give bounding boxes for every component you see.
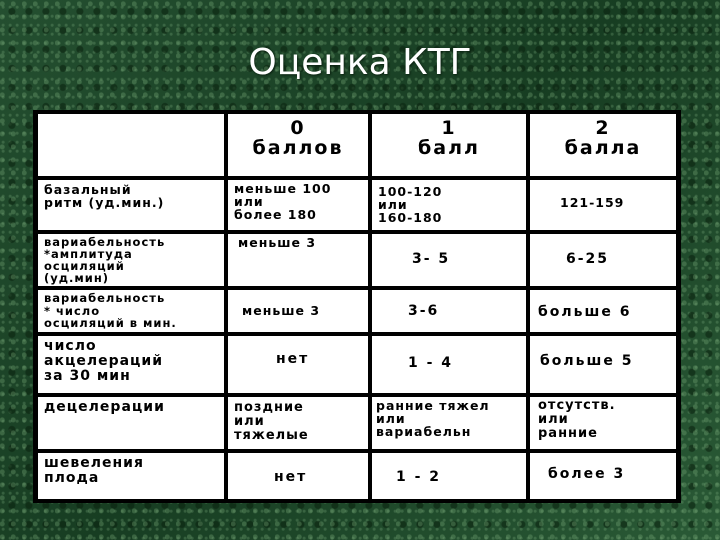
row-label-basal-rate: базальный ритм (уд.мин.) <box>38 180 224 230</box>
header-empty-cell <box>38 114 224 176</box>
header-score-1: 1 балл <box>372 114 526 176</box>
row-variability-amplitude-score-2: 6-25 <box>530 234 676 286</box>
row-accelerations-score-2: больше 5 <box>530 336 676 393</box>
row-fetal-movements-score-1: 1 - 2 <box>372 453 526 499</box>
row-accelerations-score-0: нет <box>228 336 368 393</box>
slide-title: Оценка КТГ <box>248 42 472 83</box>
row-accelerations-score-1: 1 - 4 <box>372 336 526 393</box>
row-basal-rate-score-0: меньше 100 или более 180 <box>228 180 368 230</box>
row-decelerations-score-1: ранние тяжел или вариабельн <box>372 397 526 449</box>
row-decelerations-score-2: отсутств. или ранние <box>530 397 676 449</box>
row-basal-rate-score-2: 121-159 <box>530 180 676 230</box>
row-label-fetal-movements: шевеления плода <box>38 453 224 499</box>
ktg-score-table <box>33 110 681 503</box>
row-variability-count-score-2: больше 6 <box>530 290 676 332</box>
row-label-variability-amplitude: вариабельность *амплитуда осциляций (уд.мин) <box>38 234 224 286</box>
row-variability-amplitude-score-1: 3- 5 <box>372 234 526 286</box>
row-label-accelerations: число акцелераций за 30 мин <box>38 336 224 393</box>
row-fetal-movements-score-2: более 3 <box>530 453 676 499</box>
row-fetal-movements-score-0: нет <box>228 453 368 499</box>
header-score-2: 2 балла <box>530 114 676 176</box>
row-label-variability-count: вариабельность * число осциляций в мин. <box>38 290 224 332</box>
row-label-decelerations: децелерации <box>38 397 224 449</box>
row-variability-count-score-1: 3-6 <box>372 290 526 332</box>
row-variability-count-score-0: меньше 3 <box>228 290 368 332</box>
row-decelerations-score-0: поздние или тяжелые <box>228 397 368 449</box>
header-score-0: 0 баллов <box>228 114 368 176</box>
row-basal-rate-score-1: 100-120 или 160-180 <box>372 180 526 230</box>
row-variability-amplitude-score-0: меньше 3 <box>228 234 368 286</box>
